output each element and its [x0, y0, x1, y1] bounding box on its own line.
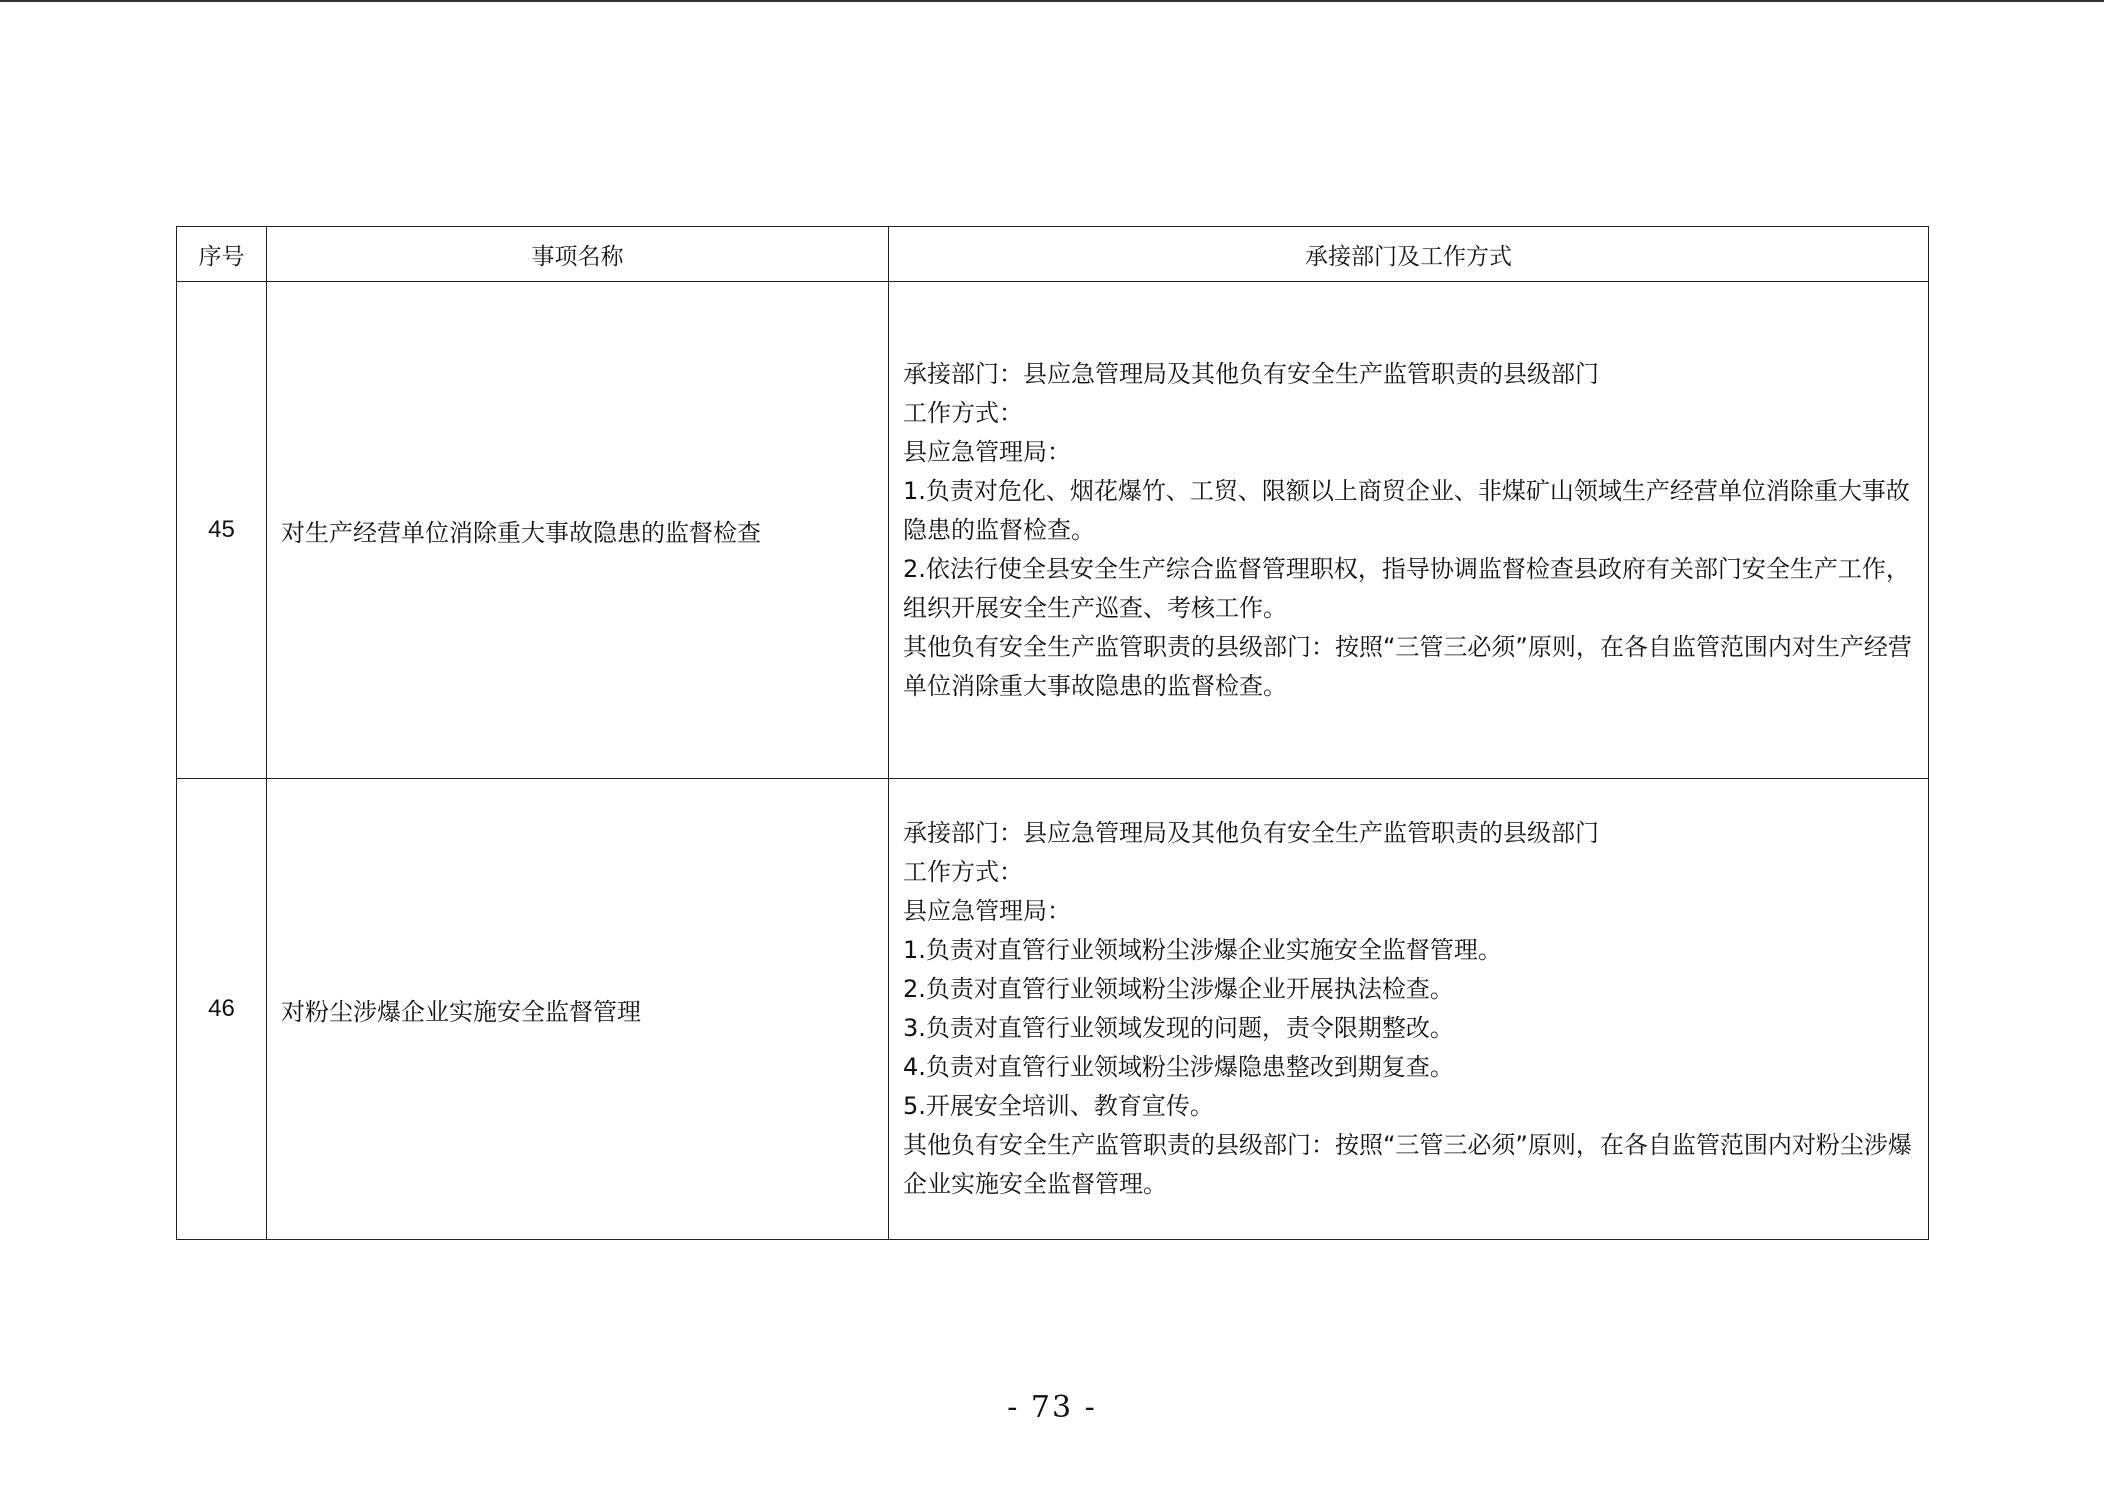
- dept-line: 县应急管理局：: [903, 437, 1071, 466]
- row-item-name: 对粉尘涉爆企业实施安全监督管理: [267, 779, 889, 1240]
- table-row: [177, 282, 1929, 779]
- header-seq: 序号: [177, 227, 267, 282]
- row-dept-method: [889, 282, 1929, 779]
- row-seq: 46: [177, 779, 267, 1240]
- dept-line: 其他负有安全生产监管职责的县级部门：按照“三管三必须”原则，在各自监管范围内对粉尘涉爆企业实施安全监督管理。: [903, 1131, 1912, 1198]
- row-item-name: 对生产经营单位消除重大事故隐患的监督检查: [267, 282, 889, 779]
- row-dept-method: [889, 779, 1929, 1240]
- dept-line: 工作方式：: [903, 398, 1023, 427]
- dept-line: 其他负有安全生产监管职责的县级部门：按照“三管三必须”原则，在各自监管范围内对生产经营单位消除重大事故隐患的监督检查。: [903, 632, 1912, 700]
- row-seq: 45: [177, 282, 267, 779]
- page-top-rule: [0, 0, 2104, 2]
- header-item-name: 事项名称: [267, 227, 889, 282]
- dept-line: 1.负责对危化、烟花爆竹、工贸、限额以上商贸企业、非煤矿山领域生产经营单位消除重大事故隐患的监督检查。: [903, 476, 1910, 544]
- dept-line: 承接部门：县应急管理局及其他负有安全生产监管职责的县级部门: [903, 359, 1599, 388]
- dept-line: 2.负责对直管行业领域粉尘涉爆企业开展执法检查。: [903, 975, 1454, 1003]
- header-dept-method: 承接部门及工作方式: [889, 227, 1929, 282]
- page-number: - 73 -: [1007, 1390, 1097, 1425]
- responsibility-table: [176, 226, 1929, 1240]
- dept-line: 4.负责对直管行业领域粉尘涉爆隐患整改到期复查。: [903, 1053, 1454, 1081]
- dept-line: 5.开展安全培训、教育宣传。: [903, 1092, 1214, 1120]
- table-row: [177, 779, 1929, 1240]
- dept-line: 2.依法行使全县安全生产综合监督管理职权，指导协调监督检查县政府有关部门安全生产工作，组织开展安全生产巡查、考核工作。: [903, 554, 1910, 622]
- dept-line: 工作方式：: [903, 858, 1023, 886]
- dept-line: 3.负责对直管行业领域发现的问题，责令限期整改。: [903, 1014, 1454, 1042]
- table-header-row: [177, 227, 1929, 282]
- dept-line: 1.负责对直管行业领域粉尘涉爆企业实施安全监督管理。: [903, 936, 1502, 964]
- dept-line: 县应急管理局：: [903, 897, 1071, 925]
- dept-line: 承接部门：县应急管理局及其他负有安全生产监管职责的县级部门: [903, 819, 1599, 847]
